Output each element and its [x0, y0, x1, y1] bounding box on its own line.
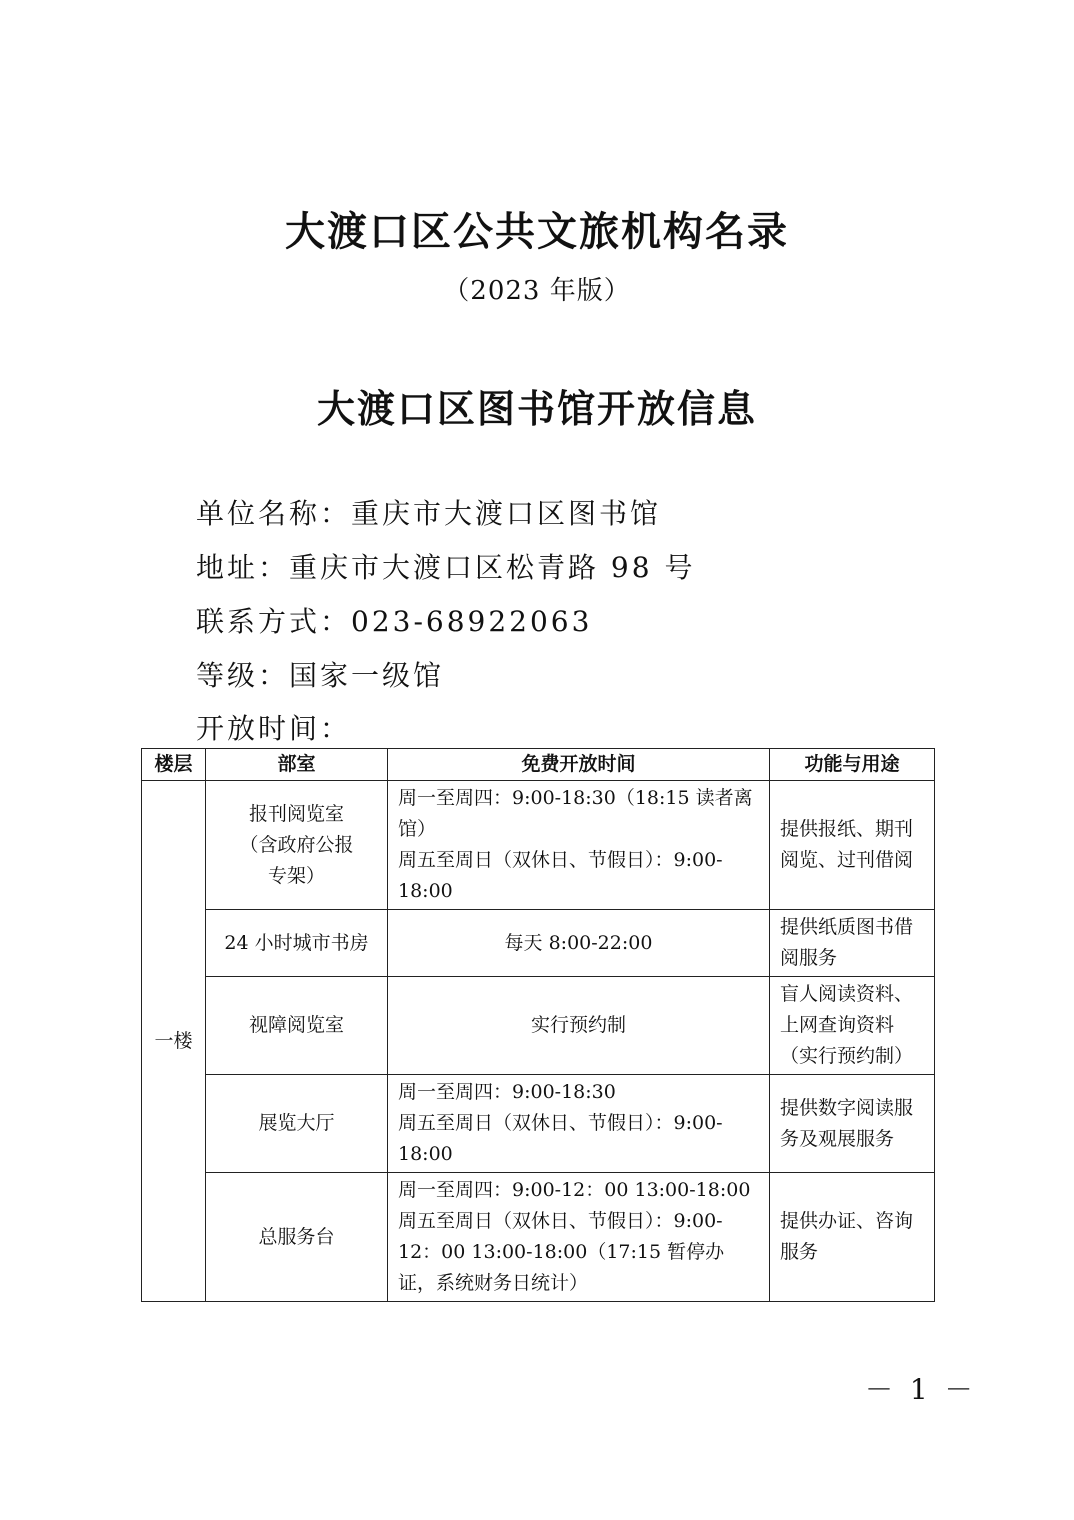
hours-line: 周五至周日（双休日、节假日）：9:00-18:00	[398, 849, 723, 902]
room-line: 总服务台	[258, 1225, 335, 1248]
hours-line: 周一至周四：9:00-18:30	[398, 1081, 616, 1103]
section-title: 大渡口区图书馆开放信息	[316, 387, 757, 431]
document-title: 大渡口区公共文旅机构名录	[285, 209, 789, 255]
function-cell: 提供纸质图书借阅服务	[770, 910, 935, 977]
hours-line: 实行预约制	[530, 1014, 626, 1036]
table-row	[142, 1173, 935, 1302]
hours-cell	[388, 781, 770, 910]
room-cell	[206, 910, 388, 977]
address-value: 重庆市大渡口区松青路 98 号	[289, 551, 696, 584]
room-line: （含政府公报	[239, 833, 354, 856]
hours-cell	[388, 910, 770, 977]
hours-line: 周五至周日（双休日、节假日）：9:00-18:00	[398, 1112, 723, 1165]
hours-line: 周一至周四：9:00-18:30（18:15 读者离馆）	[398, 787, 753, 840]
room-cell	[206, 781, 388, 910]
room-cell	[206, 977, 388, 1075]
grade-line	[196, 654, 444, 694]
unit-name-line	[196, 492, 661, 532]
edition-subtitle: （2023 年版）	[443, 276, 631, 306]
header-room: 部室	[206, 749, 388, 781]
function-cell: 盲人阅读资料、上网查询资料（实行预约制）	[770, 977, 935, 1075]
contact-value: 023-68922063	[351, 605, 593, 638]
contact-label: 联系方式：	[196, 605, 352, 638]
room-line: 视障阅览室	[248, 1014, 344, 1036]
room-line: 展览大厅	[258, 1112, 335, 1134]
contact-line	[196, 600, 592, 640]
hours-line: 每天 8:00-22:00	[504, 931, 653, 954]
room-cell	[206, 1075, 388, 1173]
function-cell: 提供办证、咨询服务	[770, 1173, 935, 1302]
grade-label: 等级：	[196, 659, 290, 692]
function-cell: 提供数字阅读服务及观展服务	[770, 1075, 935, 1173]
room-cell	[206, 1173, 388, 1302]
header-hours: 免费开放时间	[388, 749, 770, 781]
hours-line: 周一至周四：9:00-12：00 13:00-18:00	[398, 1179, 751, 1201]
room-line: 24 小时城市书房	[224, 931, 369, 954]
address-label: 地址：	[196, 551, 290, 584]
header-floor: 楼层	[142, 749, 206, 781]
room-line: 报刊阅览室	[248, 802, 344, 825]
opening-hours-table	[141, 748, 935, 1302]
grade-value: 国家一级馆	[289, 659, 445, 692]
page-number: － 1 －	[865, 1373, 977, 1406]
hours-cell	[388, 1075, 770, 1173]
table-row	[142, 910, 935, 977]
header-function: 功能与用途	[770, 749, 935, 781]
unit-name-value: 重庆市大渡口区图书馆	[351, 497, 662, 530]
hours-cell	[388, 977, 770, 1075]
function-cell: 提供报纸、期刊阅览、过刊借阅	[770, 781, 935, 910]
table-row	[142, 977, 935, 1075]
table-row	[142, 1075, 935, 1173]
room-line: 专架）	[267, 864, 325, 887]
hours-line: 周五至周日（双休日、节假日）：9:00-12：00 13:00-18:00（17:15 暂停办证，系统财务日统计）	[398, 1210, 725, 1294]
unit-name-label: 单位名称：	[196, 497, 352, 530]
floor-cell: 一楼	[142, 781, 206, 1302]
address-line	[196, 546, 695, 586]
opening-hours-heading: 开放时间：	[196, 712, 352, 745]
table-header-row	[142, 749, 935, 781]
table-row	[142, 781, 935, 910]
hours-cell	[388, 1173, 770, 1302]
